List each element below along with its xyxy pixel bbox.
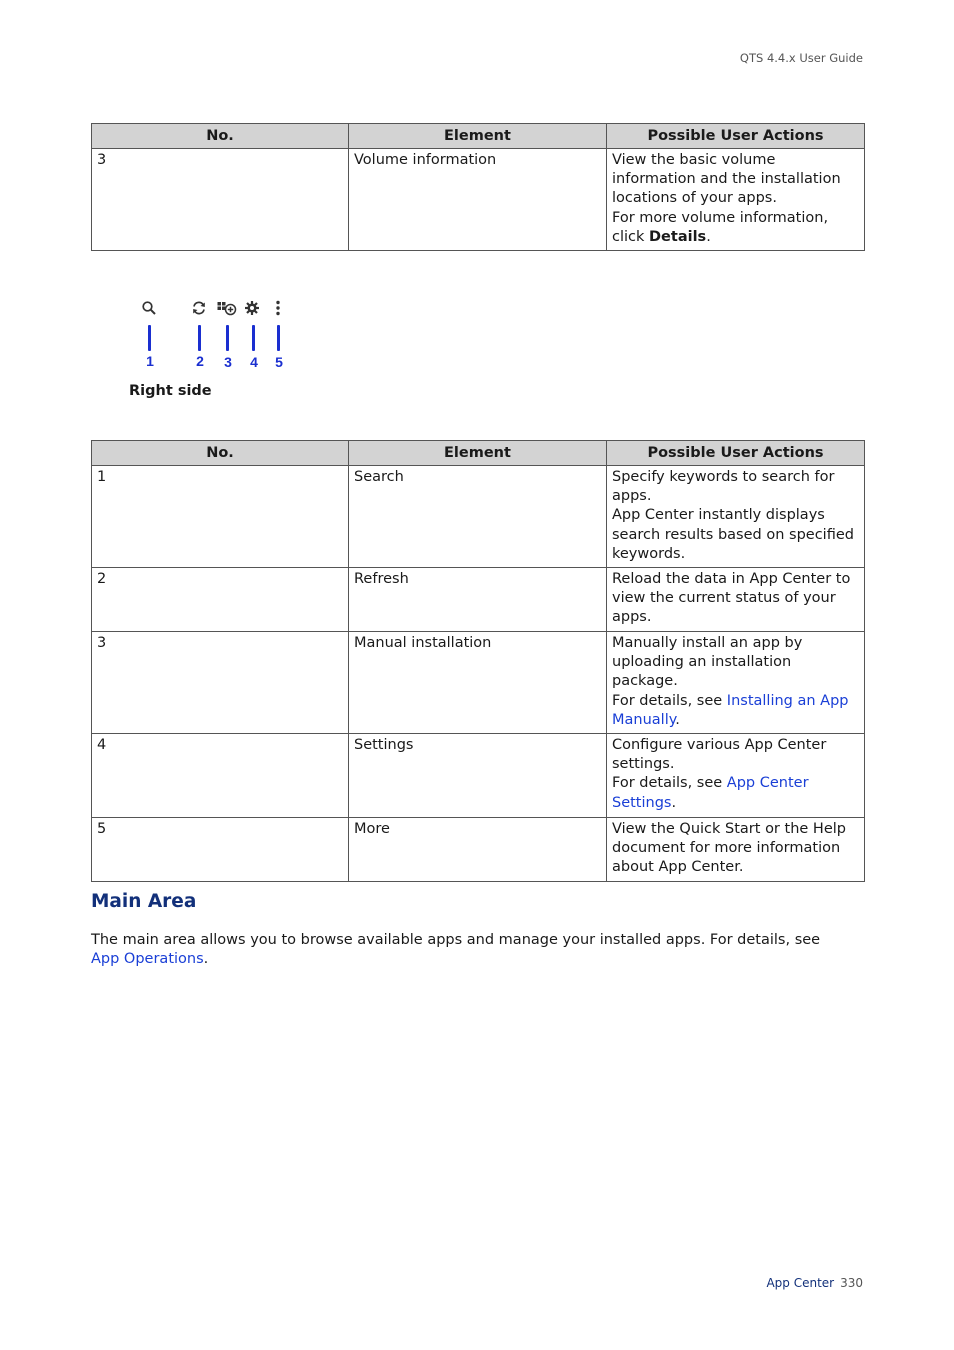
cell-element: Search — [349, 466, 607, 568]
search-icon — [141, 300, 157, 316]
cell-element: Volume information — [349, 149, 607, 251]
action-text: Specify keywords to search for apps. — [612, 469, 835, 505]
column-header-no: No. — [92, 441, 349, 466]
cell-element: Refresh — [349, 568, 607, 632]
more-vertical-icon — [270, 300, 286, 316]
cell-no: 3 — [92, 149, 349, 251]
table-header-row — [92, 124, 865, 149]
manual-install-icon — [217, 300, 237, 316]
volume-info-table — [91, 123, 865, 251]
cell-no: 1 — [92, 466, 349, 568]
table-row — [92, 734, 865, 818]
cell-actions — [607, 149, 865, 251]
cell-no: 3 — [92, 632, 349, 734]
cell-element: More — [349, 818, 607, 882]
cell-actions — [607, 466, 865, 568]
action-text: Reload the data in App Center to view the current status of your apps. — [612, 571, 851, 626]
page-header-guide-title: QTS 4.4.x User Guide — [739, 51, 863, 65]
installing-app-manually-link[interactable]: Installing an App Manually — [612, 692, 849, 728]
figure-caption: Right side — [129, 383, 212, 399]
table-header-row — [92, 441, 865, 466]
footer-page-number: 330 — [840, 1276, 863, 1290]
settings-gear-icon — [244, 300, 260, 316]
callout-number: 3 — [224, 354, 232, 370]
cell-actions — [607, 568, 865, 632]
callout-number: 5 — [275, 354, 283, 370]
callout-line — [252, 325, 255, 351]
action-text: For details, see Installing an App Manually. — [612, 692, 849, 728]
table-row — [92, 466, 865, 568]
action-text: Configure various App Center settings. — [612, 737, 827, 773]
right-side-elements-table — [91, 440, 865, 882]
refresh-icon — [191, 300, 207, 316]
column-header-actions: Possible User Actions — [607, 124, 865, 149]
right-side-toolbar-figure — [129, 296, 299, 376]
action-text: App Center instantly displays search results based on specified keywords. — [612, 507, 854, 562]
cell-element: Settings — [349, 734, 607, 818]
table-row — [92, 632, 865, 734]
column-header-element: Element — [349, 441, 607, 466]
app-center-settings-link[interactable]: App Center Settings — [612, 775, 809, 811]
page-footer — [766, 1276, 863, 1290]
callout-number: 1 — [146, 353, 154, 369]
table-row — [92, 568, 865, 632]
action-text: View the basic volume information and the installation locations of your apps. — [612, 152, 841, 207]
cell-no: 4 — [92, 734, 349, 818]
cell-actions — [607, 818, 865, 882]
cell-element: Manual installation — [349, 632, 607, 734]
callout-line — [198, 325, 201, 351]
cell-actions — [607, 734, 865, 818]
cell-no: 2 — [92, 568, 349, 632]
callout-line — [226, 325, 229, 351]
main-area-paragraph: The main area allows you to browse available apps and manage your installed apps. For details, see App Operations. — [91, 932, 821, 968]
callout-number: 4 — [250, 354, 258, 370]
action-text: View the Quick Start or the Help document for more information about App Center. — [612, 821, 846, 876]
table-row — [92, 818, 865, 882]
action-text: For more volume information, click Details. — [612, 209, 829, 245]
cell-actions — [607, 632, 865, 734]
callout-number: 2 — [196, 353, 204, 369]
column-header-element: Element — [349, 124, 607, 149]
column-header-no: No. — [92, 124, 349, 149]
details-label: Details — [649, 228, 707, 245]
action-text: Manually install an app by uploading an installation package. — [612, 635, 803, 690]
column-header-actions: Possible User Actions — [607, 441, 865, 466]
callout-line — [148, 325, 151, 351]
action-text: For details, see App Center Settings. — [612, 775, 809, 811]
table-row — [92, 149, 865, 251]
main-area-heading: Main Area — [91, 891, 197, 912]
footer-section-name: App Center — [766, 1276, 835, 1290]
app-operations-link[interactable]: App Operations — [91, 951, 204, 968]
callout-line — [277, 325, 280, 351]
cell-no: 5 — [92, 818, 349, 882]
